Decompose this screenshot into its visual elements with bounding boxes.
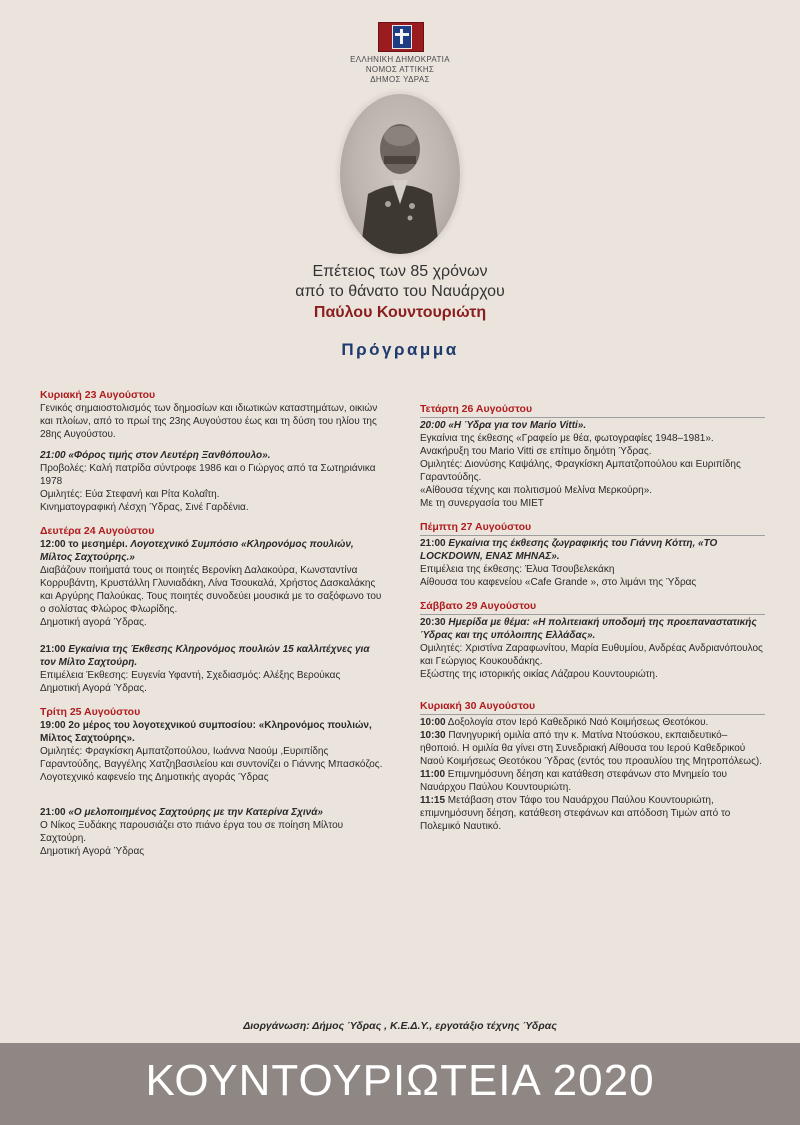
event-text: Επιμέλεια της έκθεσης: Έλυα Τσουβελεκάκη bbox=[420, 564, 615, 575]
event-text: Δοξολογία στον Ιερό Καθεδρικό Ναό Κοιμήσεως Θεοτόκου. bbox=[445, 717, 709, 728]
event-text: Ανακήρυξη του Mario Vitti σε επίτιμο δημότη Ύδρας. bbox=[420, 446, 652, 457]
day-title: Κυριακή 23 Αυγούστου bbox=[40, 389, 156, 401]
coat-of-arms-icon bbox=[378, 22, 424, 52]
event-name: Εγκαίνια της έκθεσης ζωγραφικής του Γιάννη Κόττη, «ΤΟ LOCKDOWN, ΕΝΑΣ ΜΗΝΑΣ». bbox=[420, 538, 718, 562]
day-thursday-27 bbox=[420, 520, 765, 589]
event-heading bbox=[420, 537, 765, 563]
event-text: Επιμνημόσυνη δέηση και κατάθεση στεφάνων στο Μνημείο του Ναυάρχου Παύλου Κουντουριώτη. bbox=[420, 769, 728, 793]
event-venue: Δημοτική Αγορά Ύδρας bbox=[40, 846, 145, 857]
event-heading bbox=[40, 538, 385, 564]
admiral-name: Παύλου Κουντουριώτη bbox=[313, 304, 487, 321]
event-item bbox=[420, 729, 765, 768]
header-line-municipality: ΔΗΜΟΣ ΥΔΡΑΣ bbox=[370, 75, 430, 84]
event-time: 21:00 bbox=[40, 807, 69, 818]
cross-shield-icon bbox=[392, 25, 412, 49]
issuer-header bbox=[300, 55, 500, 85]
day-title: Δευτέρα 24 Αυγούστου bbox=[40, 525, 155, 537]
event-heading bbox=[40, 806, 385, 819]
event-text: Προβολές: Καλή πατρίδα σύντροφε 1986 και ο Γιώργος από τα Σωτηριάνικα 1978 bbox=[40, 463, 376, 487]
portrait-figure-icon bbox=[340, 94, 460, 254]
day-tuesday-25 bbox=[40, 705, 385, 858]
day-saturday-29 bbox=[420, 599, 765, 681]
event-text: Γενικός σημαιοστολισμός των δημοσίων και ιδιωτικών καταστημάτων, οικιών και πλοίων, από το πρωί της 23ης Αυγούστου έως και τη δύση του ηλίου της 28ης Αυγούστου. bbox=[40, 403, 378, 440]
day-title: Σάββατο 29 Αυγούστου bbox=[420, 599, 765, 615]
event-venue: Δημοτική Αγορά Ύδρας. bbox=[40, 683, 147, 694]
title-line-1: Επέτειος των 85 χρόνων bbox=[312, 263, 488, 280]
day-monday-24 bbox=[40, 524, 385, 695]
event-item bbox=[420, 716, 765, 729]
event-time: 10:00 bbox=[420, 717, 446, 728]
event-heading: 21:00 «Φόρος τιμής στον Λευτέρη Ξανθόπουλο». bbox=[40, 450, 271, 461]
event-time: 20:30 bbox=[420, 617, 449, 628]
event-item bbox=[420, 768, 765, 794]
day-title: Τρίτη 25 Αυγούστου bbox=[40, 706, 141, 718]
organizer-credit: Διοργάνωση: Δήμος Ύδρας , Κ.Ε.Δ.Υ., εργοτάξιο τέχνης Ύδρας bbox=[243, 1020, 557, 1032]
event-time: 21:00 bbox=[420, 538, 449, 549]
event-text: Διαβάζουν ποιήματά τους οι ποιητές Βερονίκη Δαλακούρα, Κωνσταντίνα Κορρυβάντη, Κρυστάλλη Γλυνιαδάκη, Λίνα Τσουκαλά, Χρήστος Δασκαλάκης και Αργύρης Παλούκας. Τους ποιητές συνοδεύει μουσικά με το σαξόφωνο του ο σολίστας Φλώρος Φλωρίδης. bbox=[40, 565, 382, 615]
event-venue: Εξώστης της ιστορικής οικίας Λάζαρου Κουντουριώτη. bbox=[420, 669, 658, 680]
event-text: Επιμέλεια Έκθεσης: Ευγενία Υφαντή, Σχεδιασμός: Αλέξης Βερούκας bbox=[40, 670, 341, 681]
event-venue: Δημοτική αγορά Ύδρας. bbox=[40, 617, 147, 628]
event-time: 10:30 bbox=[420, 730, 446, 741]
header-line-republic: ΕΛΛΗΝΙΚΗ ΔΗΜΟΚΡΑΤΙΑ bbox=[350, 55, 450, 64]
anniversary-title bbox=[200, 262, 600, 324]
event-venue: «Αίθουσα τέχνης και πολιτισμού Μελίνα Μερκούρη». bbox=[420, 485, 653, 496]
event-time: 21:00 bbox=[40, 644, 69, 655]
day-sunday-23 bbox=[40, 388, 385, 514]
day-title: Κυριακή 30 Αυγούστου bbox=[420, 699, 765, 715]
event-name: Εγκαίνια της Έκθεσης Κληρονόμος πουλιών 15 καλλιτέχνες για τον Μίλτο Σαχτούρη. bbox=[40, 644, 370, 668]
event-venue: Λογοτεχνικό καφενείο της Δημοτικής αγοράς Ύδρας bbox=[40, 772, 269, 783]
event-text: Ο Νίκος Ξυδάκης παρουσιάζει στο πιάνο έργα του σε ποίηση Μίλτου Σαχτούρη. bbox=[40, 820, 344, 844]
event-venue: Αίθουσα του καφενείου «Cafe Grande », στο λιμάνι της Ύδρας bbox=[420, 577, 697, 588]
day-title: Πέμπτη 27 Αυγούστου bbox=[420, 520, 765, 536]
event-heading bbox=[420, 616, 765, 642]
event-text: Πανηγυρική ομιλία από την κ. Ματίνα Ντούσκου, εκπαιδευτικό–ηθοποιό. Η ομιλία θα γίνει στη Συνεδριακή Αίθουσα του Ιερού Καθεδρικού Ναού Κοιμήσεως Θεοτόκου Ύδρας (εντός του προαυλίου της Μητροπόλεως). bbox=[420, 730, 763, 767]
program-heading: Πρόγραμμα bbox=[341, 340, 459, 359]
event-text: Μετάβαση στον Τάφο του Ναυάρχου Παύλου Κουντουριώτη, επιμνημόσυνη δέηση, κατάθεση στεφάνων και απόδοση Τιμών από το Πολεμικό Ναυτικό. bbox=[420, 795, 731, 832]
admiral-portrait bbox=[340, 94, 460, 254]
schedule-left-column bbox=[40, 388, 385, 868]
schedule-right-column bbox=[420, 402, 765, 843]
event-time: 12:00 το μεσημέρι. bbox=[40, 539, 131, 550]
event-time: 11:15 bbox=[420, 795, 446, 806]
event-heading: 19:00 2ο μέρος του λογοτεχνικού συμποσίου: «Κληρονόμος πουλιών, Μίλτος Σαχτούρης». bbox=[40, 720, 372, 744]
day-sunday-30 bbox=[420, 699, 765, 833]
day-wednesday-26 bbox=[420, 402, 765, 510]
banner-title: ΚΟΥΝΤΟΥΡΙΩΤΕΙΑ 2020 bbox=[145, 1056, 655, 1105]
event-heading bbox=[40, 643, 385, 669]
event-name: «Ο μελοποιημένος Σαχτούρης με την Κατερίνα Σχινά» bbox=[68, 807, 323, 818]
event-item bbox=[420, 794, 765, 833]
event-text: Ομιλητές: Χριστίνα Ζαραφωνίτου, Μαρία Ευθυμίου, Ανδρέας Ανδριανόπουλος και Γεώργιος Κουκουδάκης. bbox=[420, 643, 763, 667]
event-text: Εγκαίνια της έκθεσης «Γραφείο με θέα, φωτογραφίες 1948–1981». bbox=[420, 433, 714, 444]
event-name: Ημερίδα με θέμα: «Η πολιτειακή υποδομή της προεπαναστατικής Ύδρας και της υπόλοιπης Ελλάδας». bbox=[420, 617, 757, 641]
event-heading: 20:00 «Η Ύδρα για τον Mario Vitti». bbox=[420, 420, 587, 431]
title-line-2: από το θάνατο του Ναυάρχου bbox=[295, 283, 505, 300]
event-name: Λογοτεχνικό Συμπόσιο «Κληρονόμος πουλιών, Μίλτος Σαχτούρης.» bbox=[40, 539, 354, 563]
day-title: Τετάρτη 26 Αυγούστου bbox=[420, 402, 765, 418]
event-text: Με τη συνεργασία του ΜΙΕΤ bbox=[420, 498, 544, 509]
event-text: Ομιλητές: Διονύσης Καψάλης, Φραγκίσκη Αμπατζοπούλου και Ευριπίδης Γαραντούδης. bbox=[420, 459, 741, 483]
header-line-prefecture: ΝΟΜΟΣ ΑΤΤΙΚΗΣ bbox=[365, 65, 435, 74]
event-venue: Κινηματογραφική Λέσχη Ύδρας, Σινέ Γαρδένια. bbox=[40, 502, 249, 513]
event-text: Ομιλητές: Εύα Στεφανή και Ρίτα Κολαΐτη. bbox=[40, 489, 220, 500]
event-time: 11:00 bbox=[420, 769, 446, 780]
event-text: Ομιλητές: Φραγκίσκη Αμπατζοπούλου, Ιωάννα Ναούμ ,Ευριπίδης Γαραντούδης, Βαγγέλης Χατζηβασιλείου και συντονίζει ο Γιάννης Μπασκόζος. bbox=[40, 746, 383, 770]
